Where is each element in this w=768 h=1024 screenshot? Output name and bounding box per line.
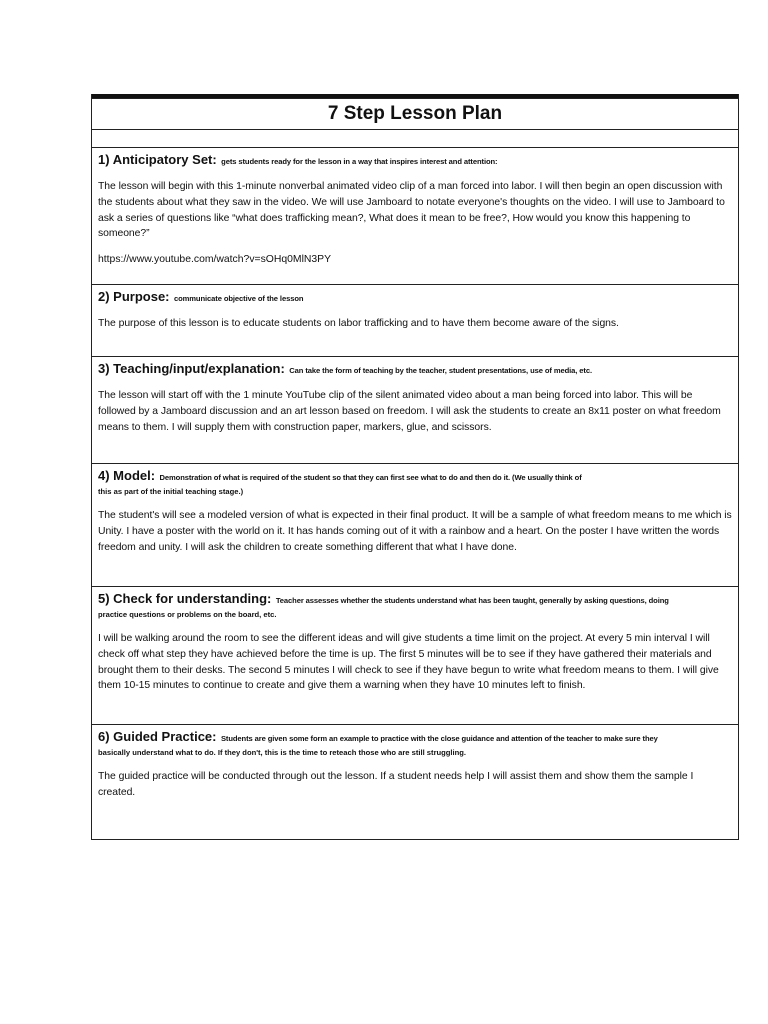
section-body: I will be walking around the room to see the different ideas and will give students a time limit on the project. At every 5 min interval I will check off what step they have achieved before the time is up. The first 5 minutes will be to see if they have gathered their materials and brought them to their desks. The second 5 minutes I will check to see if they have begun to write what freedom means to them. I will give them 10-15 minutes to continue to create and give them a warning when they have 10 minutes left to finish. [98,633,719,692]
section-title: 4) Model: [98,468,156,483]
section-heading [98,468,732,485]
section-heading [98,361,732,378]
section-guided-practice [92,725,738,839]
section-teaching-input [92,357,738,464]
section-body: The purpose of this lesson is to educate students on labor trafficking and to have them become aware of the signs. [98,318,619,329]
spacer-row [92,130,738,148]
section-hint: gets students ready for the lesson in a way that inspires interest and attention: [221,157,498,166]
section-title: 6) Guided Practice: [98,729,217,744]
section-title: 3) Teaching/input/explanation: [98,361,285,376]
section-title: 5) Check for understanding: [98,591,272,606]
section-hint: Can take the form of teaching by the teacher, student presentations, use of media, etc. [289,366,592,375]
section-hint: Students are given some form an example to practice with the close guidance and attention of the teacher to make sure they [220,734,658,743]
section-check-understanding [92,587,738,725]
section-body: The guided practice will be conducted through out the lesson. If a student needs help I will assist them and show them the sample I created. [98,771,694,798]
section-heading [98,591,732,608]
section-anticipatory-set [92,148,738,285]
section-hint-continued: practice questions or problems on the board, etc. [98,610,277,619]
section-hint-continued: basically understand what to do. If they don't, this is the time to reteach those who are still struggling. [98,748,467,757]
lesson-plan-table [91,94,739,840]
section-purpose [92,285,738,357]
section-hint: communicate objective of the lesson [173,294,304,303]
section-title: 2) Purpose: [98,289,170,304]
section-hint: Demonstration of what is required of the student so that they can first see what to do and then do it. (We usually think of [159,473,582,482]
section-heading [98,729,732,746]
section-body: The lesson will begin with this 1-minute nonverbal animated video clip of a man forced into labor. I will then begin an open discussion with the students about what they saw in the video. We will use Jamboard to notate everyone's thoughts on the video. I will use to Jamboard to ask a series of questions like “what does trafficking mean?, What does it mean to be free?, How would you know this happening to someone?” [98,181,725,240]
section-heading [98,289,732,306]
section-body: The lesson will start off with the 1 minute YouTube clip of the silent animated video about a man being forced into labor. This will be followed by a Jamboard discussion and an art lesson based on freedom. I will ask the students to create an 8x11 poster on what freedom means to them. I will supply them with construction paper, markers, glue, and scissors. [98,390,721,433]
document-title: 7 Step Lesson Plan [92,98,738,130]
section-body: The student's will see a modeled version of what is expected in their final product. It will be a sample of what freedom means to me which is Unity. I have a poster with the world on it. It has hands coming out of it with a rainbow and a heart. On the poster I have written the words freedom and unity. I will ask the children to create something different that what I have done. [98,510,732,553]
section-hint: Teacher assesses whether the students understand what has been taught, generally by asking questions, doing [275,596,669,605]
video-link[interactable]: https://www.youtube.com/watch?v=sOHq0MlN3PY [98,254,332,266]
section-heading [98,152,732,169]
section-model [92,464,738,587]
section-title: 1) Anticipatory Set: [98,152,217,167]
section-hint-continued: this as part of the initial teaching stage.) [98,487,244,496]
